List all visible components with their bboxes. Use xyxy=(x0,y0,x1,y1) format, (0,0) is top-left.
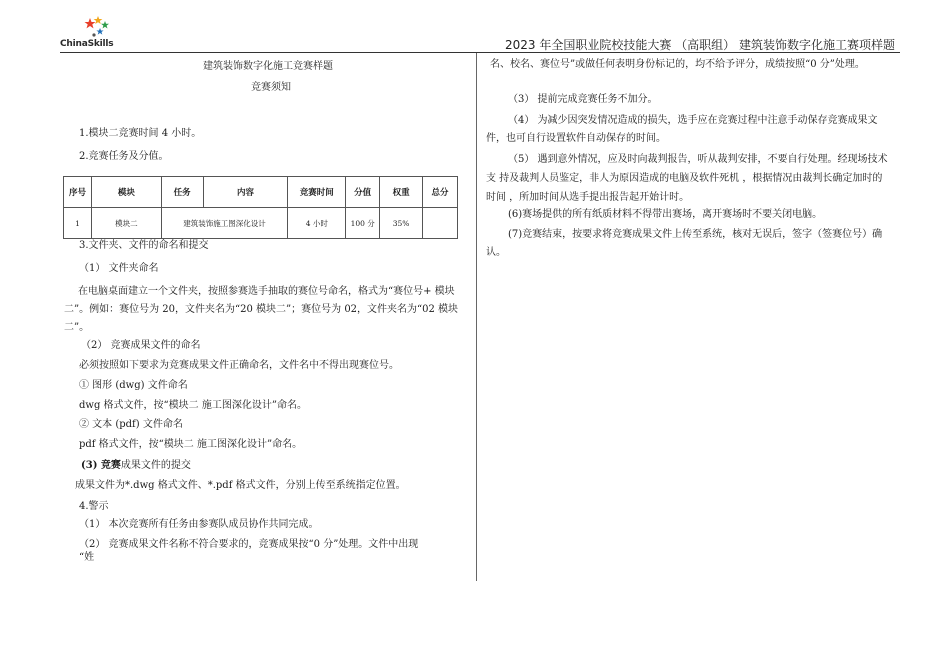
table-row xyxy=(64,208,458,239)
table-cell xyxy=(423,208,458,239)
section-3-number: (3) xyxy=(81,460,101,471)
table-header-cell: 权重 xyxy=(380,177,423,208)
score-table xyxy=(63,176,458,239)
section-2b-title: ② 文本 (pdf) 文件命名 xyxy=(79,419,183,430)
warning-2: （2） 竞赛成果文件名称不符合要求的，竞赛成果按“0 分”处理。文件中出现 xyxy=(79,539,419,550)
section-3-text: 成果文件为*.dwg 格式文件、*.pdf 格式文件，分别上传至系统指定位置。 xyxy=(75,480,406,491)
section-3-bold: 竞赛 xyxy=(100,460,121,471)
section-3-title xyxy=(81,458,191,474)
item-4: 4.警示 xyxy=(79,501,109,512)
warning-6: (6)赛场提供的所有纸质材料不得带出赛场，离开赛场时不要关闭电脑。 xyxy=(508,209,823,220)
page-header-title: 2023 年全国职业院校技能大赛 （高职组） 建筑装饰数字化施工赛项样题 xyxy=(505,38,895,52)
section-2a-text: dwg 格式文件，按“模块二 施工图深化设计”命名。 xyxy=(79,400,307,411)
item-1: 1.模块二竞赛时间 4 小时。 xyxy=(79,128,202,139)
warning-1: （1） 本次竞赛所有任务由参赛队成员协作共同完成。 xyxy=(79,519,319,530)
table-cell: 1 xyxy=(64,208,92,239)
item-3: 3.文件夹、文件的命名和提交 xyxy=(79,240,209,251)
logo-text: ChinaSkills xyxy=(60,39,114,49)
section-1-text: 在电脑桌面建立一个文件夹，按照参赛选手抽取的赛位号命名，格式为“赛位号+ 模块二”。例如：赛位号为 20，文件夹名为“20 模块二”；赛位号为 02，文件夹名为“02 模块二”。 xyxy=(64,286,459,333)
table-header-row xyxy=(64,177,458,208)
table-header-cell: 总分 xyxy=(423,177,458,208)
warning-7: (7)竞赛结束，按要求将竞赛成果文件上传至系统，核对无误后，签字（签赛位号）确认。 xyxy=(486,229,883,258)
table-cell: 模块二 xyxy=(91,208,161,239)
table-header-cell: 模块 xyxy=(91,177,161,208)
warning-2-continued: 名、校名、赛位号”或做任何表明身份标记的，均不给予评分，成绩按照“0 分”处理。 xyxy=(490,59,865,70)
section-1-title: （1） 文件夹命名 xyxy=(79,263,159,274)
section-2a-title: ① 图形 (dwg) 文件命名 xyxy=(79,380,188,391)
warning-4: （4） 为减少因突发情况造成的损失，选手应在竞赛过程中注意手动保存竞赛成果文 件，也可自行设置软件自动保存的时间。 xyxy=(486,115,878,144)
warning-3: （3） 提前完成竞赛任务不加分。 xyxy=(508,94,658,105)
section-3-rest: 成果文件的提交 xyxy=(120,460,191,471)
table-header-cell: 竞赛时间 xyxy=(288,177,346,208)
table-header-cell: 任务 xyxy=(161,177,203,208)
warning-5: （5） 遇到意外情况，应及时向裁判报告，听从裁判安排，不要自行处理。经现场技术支 持及裁判人员鉴定，非人为原因造成的电脑及软件死机 ，根据情况由裁判长确定加时的时间 ，所加时间从选手提出报告起开始计时。 xyxy=(486,154,888,203)
table-header-cell: 分值 xyxy=(346,177,380,208)
notice-title: 竞赛须知 xyxy=(251,82,291,93)
section-2-text: 必须按照如下要求为竞赛成果文件正确命名，文件名中不得出现赛位号。 xyxy=(79,360,399,371)
table-header-cell: 序号 xyxy=(64,177,92,208)
section-2-title: （2） 竞赛成果文件的命名 xyxy=(81,340,201,351)
document-title: 建筑装饰数字化施工竞赛样题 xyxy=(203,61,333,72)
table-cell: 35% xyxy=(380,208,423,239)
header-divider xyxy=(60,52,900,53)
table-header-cell: 内容 xyxy=(203,177,288,208)
table-cell: 建筑装饰施工图深化设计 xyxy=(161,208,288,239)
warning-2-cont: “姓 xyxy=(79,552,95,563)
item-2: 2.竞赛任务及分值。 xyxy=(79,151,169,162)
table-cell: 100 分 xyxy=(346,208,380,239)
section-2b-text: pdf 格式文件，按“模块二 施工图深化设计”命名。 xyxy=(79,439,303,450)
column-divider xyxy=(476,53,477,581)
table-cell: 4 小时 xyxy=(288,208,346,239)
